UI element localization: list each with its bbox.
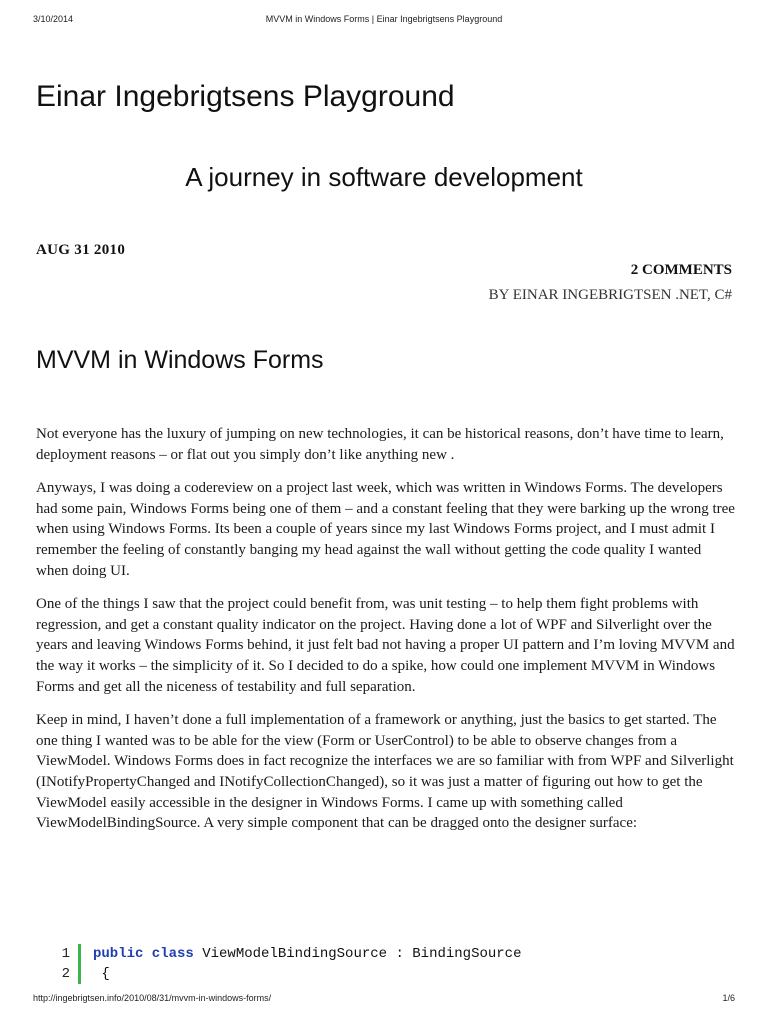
site-tagline: A journey in software development [185,162,583,192]
post-paragraph: Anyways, I was doing a codereview on a project last week, which was written in Windows Forms. The developers had some pain, Windows Forms being one of them – and a constant feeling that they were barking up the wrong tree when using Windows Forms. Its been a couple of years since my last Windows Forms project, and I must admit I remember the feeling of constantly banging my head against the wall without getting the code quality I wanted when doing UI. [36,480,735,579]
code-keyword: public class [93,946,194,962]
code-rest: ViewModelBindingSource : BindingSource [193,946,522,962]
code-text [93,944,521,964]
code-gutter-bar [78,944,81,964]
line-number: 2 [61,966,70,982]
post-paragraph: Keep in mind, I haven’t done a full implementation of a framework or anything, just the basics to get started. The one thing I wanted was to be able for the view (Form or UserControl) to be able to observe changes from a ViewModel. Windows Forms does in fact recognize the interfaces we are so familiar with from WPF and Silverlight (INotifyPropertyChanged and INotifyCollectionChanged), so it was just a matter of figuring out how to get the ViewModel easily accessible in the designer in Windows Forms. I came up with something called ViewModelBindingSource. A very simple component that can be dragged onto the designer surface: [36,712,734,832]
post-body [36,424,736,847]
code-block [36,944,736,984]
code-rest: { [93,966,110,982]
print-page-title: MVVM in Windows Forms | Einar Ingebrigtsens Playground [265,14,503,24]
comments-link[interactable]: 2 COMMENTS [630,262,732,278]
code-text [93,964,110,984]
post-title: MVVM in Windows Forms [36,346,324,374]
print-footer [0,993,768,1011]
site-title[interactable]: Einar Ingebrigtsens Playground [36,80,455,113]
post-date[interactable]: AUG 31 2010 [36,242,126,258]
post-paragraph: One of the things I saw that the project could benefit from, was unit testing – to help them fight problems with regression, and get a constant quality indicator on the project. Having done a lot of WPF and Silverlight over the years and leaving Windows Forms behind, it just felt bad not having a proper UI pattern and I’m loving MVVM and the way it works – the simplicity of it. So I decided to do a spike, how could one implement MVVM in Windows Forms and get all the niceness of testability and full separation. [36,596,735,695]
post-byline[interactable]: BY EINAR INGEBRIGTSEN .NET, C# [488,287,732,303]
code-gutter-bar [78,964,81,984]
code-line [36,944,736,964]
line-number: 1 [61,946,70,962]
print-header [0,14,768,32]
code-line [36,964,736,984]
print-date: 3/10/2014 [33,14,74,24]
print-url: http://ingebrigtsen.info/2010/08/31/mvvm-in-windows-forms/ [33,993,272,1003]
print-page-number: 1/6 [722,993,735,1003]
post-paragraph: Not everyone has the luxury of jumping on new technologies, it can be historical reasons, don’t have time to learn, deployment reasons – or flat out you simply don’t like anything new . [36,426,724,463]
